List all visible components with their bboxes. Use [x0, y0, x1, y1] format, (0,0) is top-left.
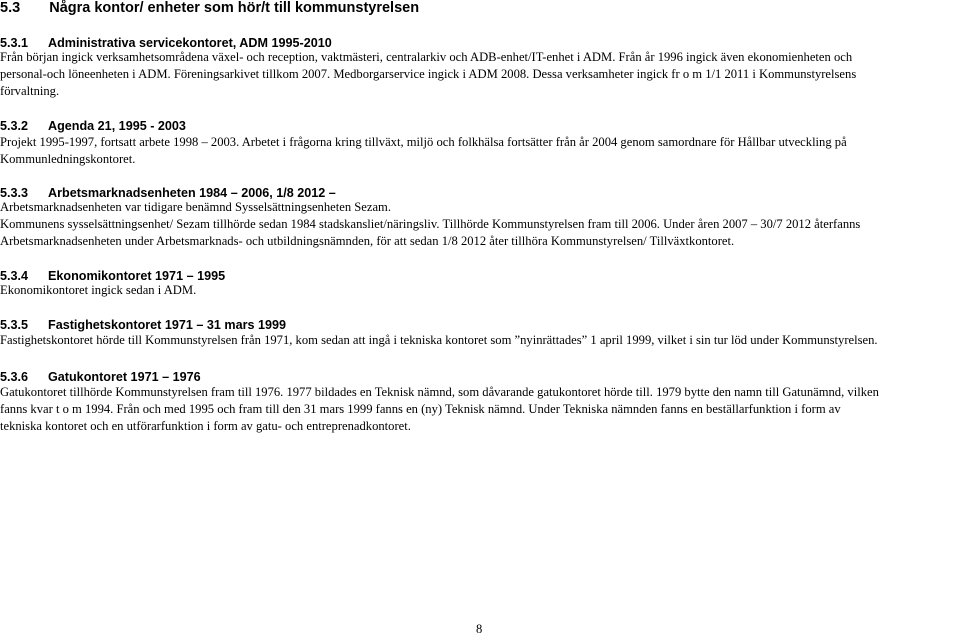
section-heading-533: [0, 186, 336, 200]
main-heading-number: 5.3: [0, 0, 21, 16]
section-body-536: [0, 384, 958, 436]
body-line: Arbetsmarknadsenheten var tidigare benämnd Sysselsättningsenheten Sezam.: [0, 200, 391, 214]
section-body-531: [0, 49, 958, 101]
section-heading-535: [0, 318, 286, 332]
body-line: personal-och löneenheten i ADM. Föreningsarkivet tillkom 2007. Medborgarservice ingick i ADM 2008. Dessa verksamheter ingick fr o m 1/1 2011 i Kommunstyrelsens: [0, 67, 857, 82]
body-line: Fastighetskontoret hörde till Kommunstyrelsen från 1971, kom sedan att ingå i tekniska kontoret som ”nyinrättades” 1 april 1999, vilket i sin tur löd under Kommunstyrelsen.: [0, 333, 878, 347]
section-body-533: [0, 199, 958, 251]
body-line: Kommunledningskontoret.: [0, 152, 136, 167]
body-line: Från början ingick verksamhetsområdena växel- och reception, vaktmästeri, centralarkiv och ADB-enhet/IT-enhet i ADM. Från år 1996 ingick även ekonomienheten och: [0, 50, 853, 64]
section-title: Ekonomikontoret 1971 – 1995: [48, 269, 226, 283]
body-line: Projekt 1995-1997, fortsatt arbete 1998 – 2003. Arbetet i frågorna kring tillväxt, miljö och folkhälsa fortsätter från år 2004 genom samordnare för Hållbar utveckling på: [0, 135, 847, 149]
section-title: Agenda 21, 1995 - 2003: [48, 119, 186, 133]
body-line: förvaltning.: [0, 84, 60, 99]
section-heading-534: [0, 269, 225, 283]
page-number: 8: [476, 622, 483, 636]
section-body-535: [0, 332, 958, 349]
body-line: Kommunens sysselsättningsenhet/ Sezam tillhörde sedan 1984 stadskansliet/näringsliv. Tillhörde Kommunstyrelsen fram till 2006. Under åren 2007 – 30/7 2012 återfanns: [0, 217, 861, 232]
body-line: fanns kvar t o m 1994. Från och med 1995 och fram till den 31 mars 1999 fanns en (ny) Teknisk nämnd. Under Tekniska nämnden fanns en beställarfunktion i form av: [0, 402, 841, 417]
body-line: tekniska kontoret och en utförarfunktion i form av gatu- och entreprenadkontoret.: [0, 419, 411, 434]
section-heading-531: [0, 36, 332, 50]
body-line: Arbetsmarknadsenheten under Arbetsmarknads- och utbildningsnämnden, för att sedan 1/8 2012 åter tillhöra Kommunstyrelsen/ Tillväxtkontoret.: [0, 234, 735, 249]
body-line: Gatukontoret tillhörde Kommunstyrelsen fram till 1976. 1977 bildades en Teknisk nämnd, som dåvarande gatukontoret hörde till. 1979 bytte den namn till Gatunämnd, vilken: [0, 385, 879, 399]
section-body-534: [0, 282, 958, 299]
section-number: 5.3.4: [0, 269, 29, 283]
section-title: Fastighetskontoret 1971 – 31 mars 1999: [48, 318, 287, 332]
section-title: Administrativa servicekontoret, ADM 1995-2010: [48, 36, 332, 50]
section-body-532: [0, 134, 958, 168]
section-number: 5.3.3: [0, 186, 29, 200]
main-heading-title: Några kontor/ enheter som hör/t till kommunstyrelsen: [49, 0, 420, 16]
section-number: 5.3.1: [0, 36, 29, 50]
main-heading: [0, 0, 419, 16]
section-number: 5.3.5: [0, 318, 29, 332]
section-title: Arbetsmarknadsenheten 1984 – 2006, 1/8 2012 –: [48, 186, 336, 200]
body-line: Ekonomikontoret ingick sedan i ADM.: [0, 283, 197, 297]
section-number: 5.3.2: [0, 119, 29, 133]
section-title: Gatukontoret 1971 – 1976: [48, 370, 201, 384]
section-number: 5.3.6: [0, 370, 29, 384]
section-heading-536: [0, 370, 201, 384]
section-heading-532: [0, 119, 186, 133]
